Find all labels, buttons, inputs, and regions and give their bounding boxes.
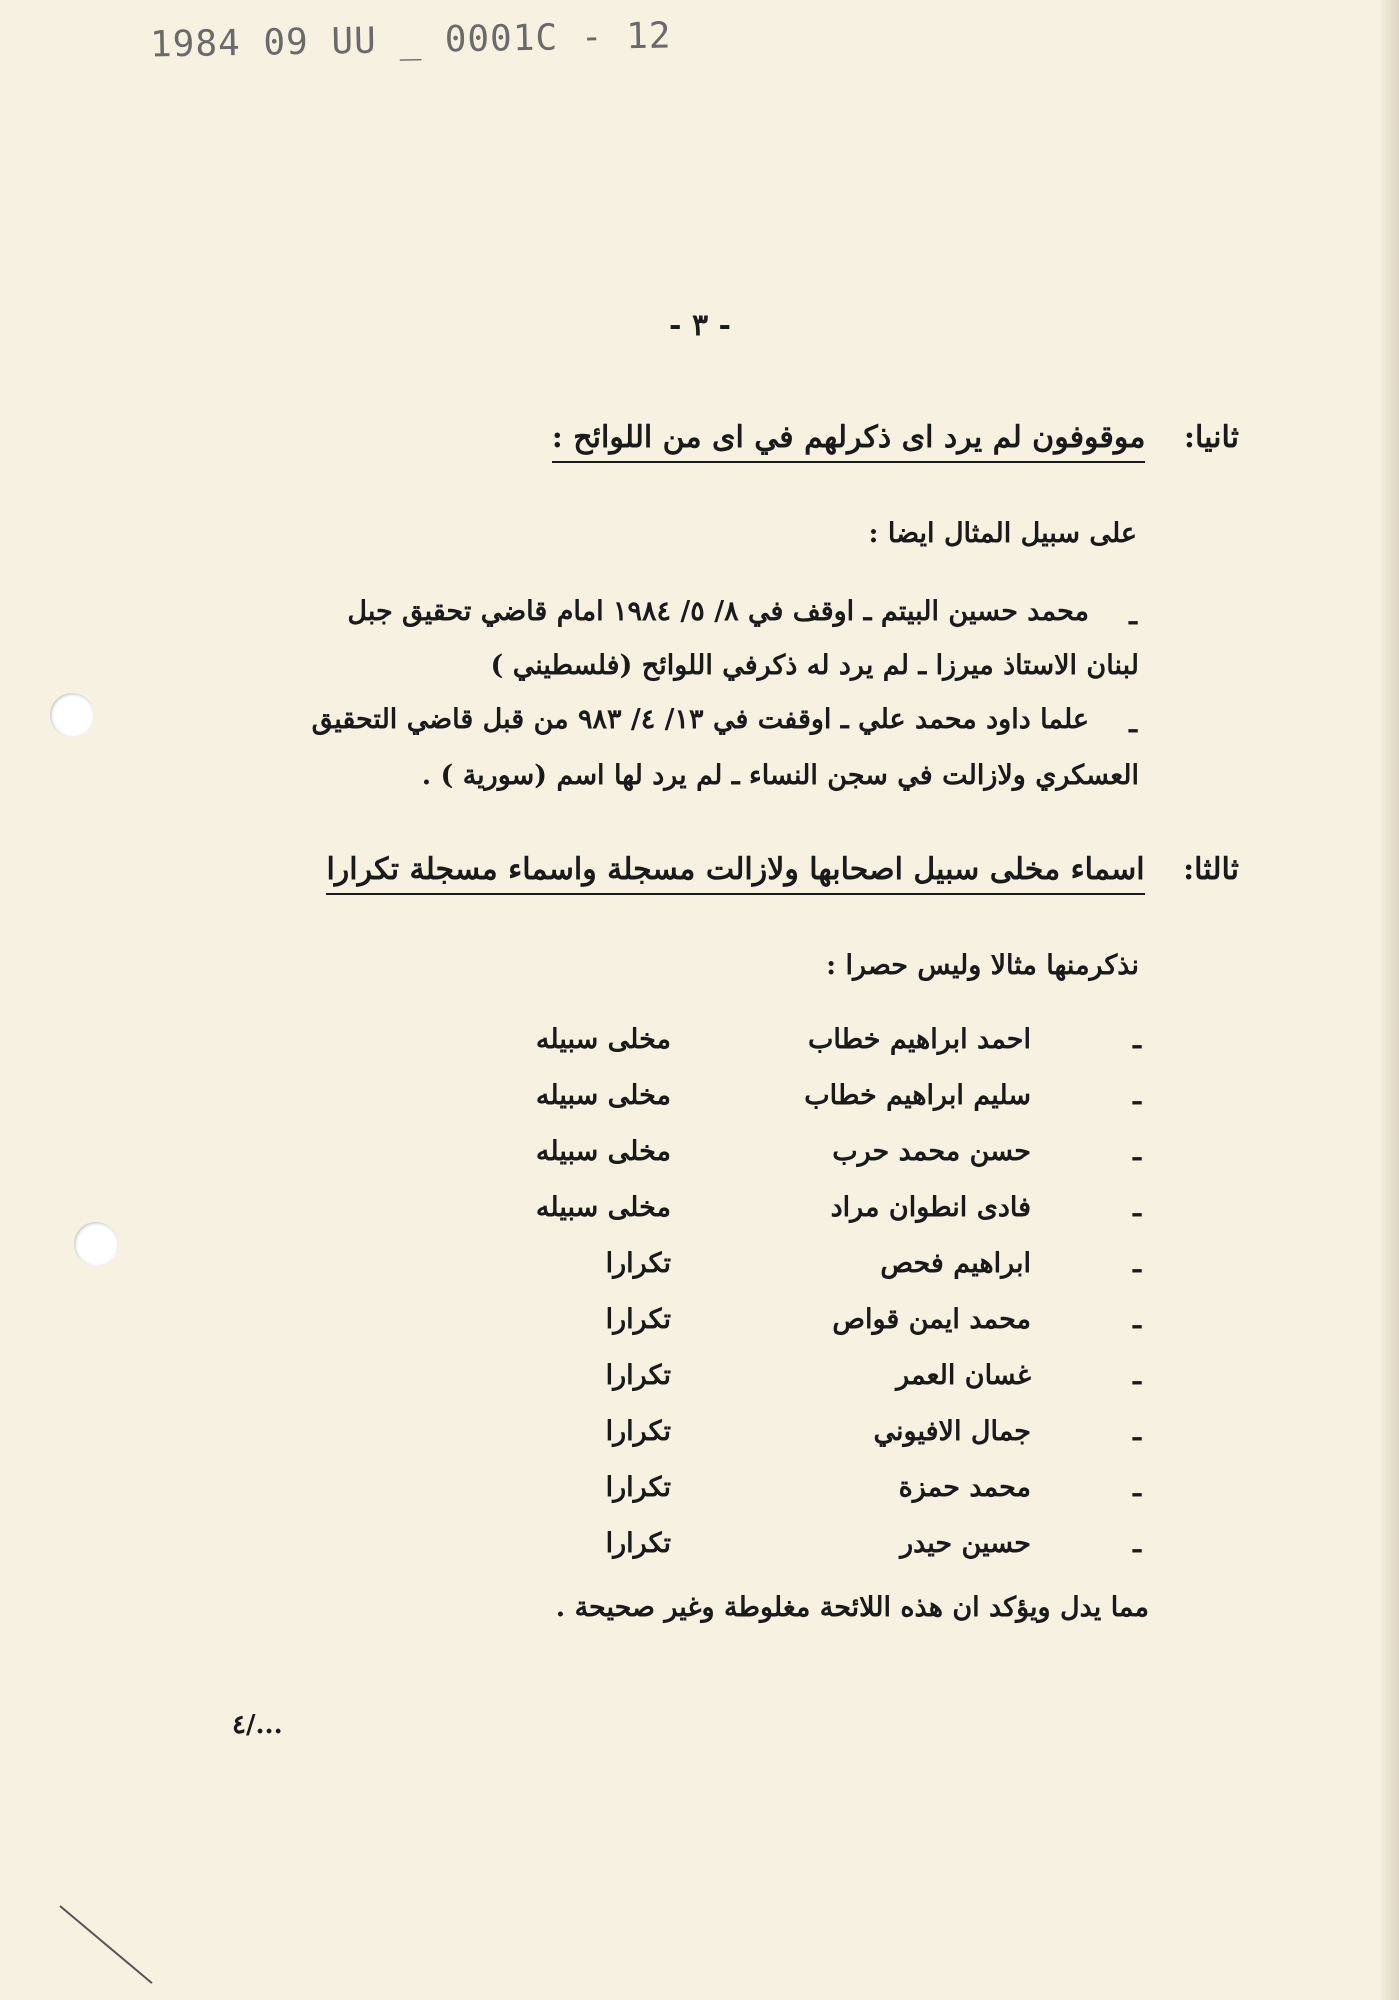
item-dash: ـ: [1133, 1192, 1141, 1223]
person-status: تكرارا: [605, 1360, 671, 1391]
list-item: [261, 1528, 1141, 1568]
person-status: مخلى سبيله: [535, 1192, 671, 1223]
list-item: [261, 1136, 1141, 1176]
section-3-heading: [326, 852, 1239, 887]
item-dash: ـ: [1133, 1248, 1141, 1279]
person-name: غسان العمر: [896, 1360, 1031, 1391]
person-status: تكرارا: [605, 1304, 671, 1335]
person-name: حسن محمد حرب: [832, 1136, 1031, 1167]
list-item: [261, 1080, 1141, 1120]
person-status: مخلى سبيله: [535, 1080, 671, 1111]
section-3-intro: نذكرمنها مثالا وليس حصرا :: [826, 950, 1139, 981]
corner-mark: [59, 1905, 152, 1984]
item-dash: ـ: [1133, 1360, 1141, 1391]
person-status: مخلى سبيله: [535, 1136, 671, 1167]
detainee-1-line-1: محمد حسين البيتم ـ اوقف في ٨/ ٥/ ١٩٨٤ امام قاضي تحقيق جبل: [347, 596, 1089, 627]
person-name: جمال الافيوني: [873, 1416, 1031, 1447]
page-number: - ٣ -: [669, 308, 731, 343]
continuation-marker: ٤/...: [232, 1710, 283, 1740]
list-item: [261, 1024, 1141, 1064]
detainee-2-line-2: العسكري ولازالت في سجن النساء ـ لم يرد لها اسم (سورية ) .: [421, 760, 1139, 791]
item-dash: ـ: [1129, 600, 1137, 631]
person-status: تكرارا: [605, 1416, 671, 1447]
punch-hole: [50, 693, 94, 737]
list-item: [261, 1416, 1141, 1456]
person-name: احمد ابراهيم خطاب: [807, 1024, 1031, 1055]
section-2-title: موقوفون لم يرد اى ذكرلهم في اى من اللوائح :: [552, 420, 1146, 463]
section-2-heading: [339, 420, 1239, 455]
list-item: [261, 1192, 1141, 1232]
person-name: فادى انطوان مراد: [830, 1192, 1031, 1223]
person-name: حسين حيدر: [900, 1528, 1031, 1559]
person-status: مخلى سبيله: [535, 1024, 671, 1055]
item-dash: ـ: [1133, 1472, 1141, 1503]
list-item: [261, 1248, 1141, 1288]
person-name: محمد ايمن قواص: [832, 1304, 1031, 1335]
item-dash: ـ: [1133, 1304, 1141, 1335]
person-status: تكرارا: [605, 1528, 671, 1559]
punch-hole: [74, 1222, 118, 1266]
archive-reference: 1984 09 UU _ 0001C - 12: [149, 15, 672, 66]
section-3-label: ثالثا:: [1183, 852, 1239, 887]
detainee-1-line-2: لبنان الاستاذ ميرزا ـ لم يرد له ذكرفي اللوائح (فلسطيني ): [490, 650, 1139, 681]
section-2-intro: على سبيل المثال ايضا :: [868, 518, 1137, 549]
person-status: تكرارا: [605, 1248, 671, 1279]
person-name: سليم ابراهيم خطاب: [804, 1080, 1031, 1111]
detainee-2-line-1: علما داود محمد علي ـ اوقفت في ١٣/ ٤/ ٩٨٣ من قبل قاضي التحقيق: [311, 704, 1089, 735]
list-item: [261, 1304, 1141, 1344]
conclusion-text: مما يدل ويؤكد ان هذه اللائحة مغلوطة وغير صحيحة .: [555, 1592, 1149, 1623]
paper-edge: [1381, 0, 1399, 2000]
list-item: [261, 1472, 1141, 1512]
item-dash: ـ: [1133, 1080, 1141, 1111]
item-dash: ـ: [1133, 1024, 1141, 1055]
item-dash: ـ: [1133, 1136, 1141, 1167]
section-3-title: اسماء مخلى سبيل اصحابها ولازالت مسجلة واسماء مسجلة تكرارا: [326, 852, 1144, 895]
item-dash: ـ: [1133, 1416, 1141, 1447]
person-name: محمد حمزة: [898, 1472, 1031, 1503]
item-dash: ـ: [1129, 708, 1137, 739]
item-dash: ـ: [1133, 1528, 1141, 1559]
section-2-label: ثانيا:: [1183, 420, 1239, 455]
person-name: ابراهيم فحص: [880, 1248, 1031, 1279]
list-item: [261, 1360, 1141, 1400]
person-status: تكرارا: [605, 1472, 671, 1503]
